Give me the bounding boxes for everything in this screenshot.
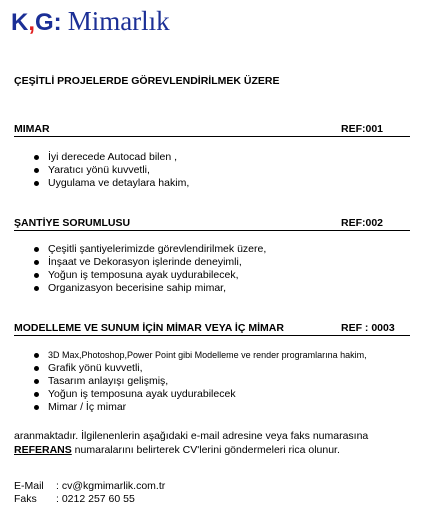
list-item: İnşaat ve Dekorasyon işlerinde deneyimli, bbox=[34, 256, 266, 269]
job-ref: REF : 0003 bbox=[341, 322, 395, 334]
fax-value: : 0212 257 60 55 bbox=[56, 493, 135, 505]
fax-label: Faks bbox=[14, 493, 37, 505]
list-item: Yaratıcı yönü kuvvetli, bbox=[34, 164, 189, 177]
job-header-santiye bbox=[14, 217, 410, 231]
closing-paragraph bbox=[14, 429, 368, 457]
company-logo bbox=[11, 6, 170, 36]
logo-initials: K,G: bbox=[11, 9, 62, 36]
job-title: MIMAR bbox=[14, 123, 50, 135]
job-title: ŞANTİYE SORUMLUSU bbox=[14, 217, 131, 229]
closing-line-2-text: numaralarını belirterek CV'lerini göndermeleri rica olunur. bbox=[71, 444, 340, 456]
list-item: Organizasyon becerisine sahip mimar, bbox=[34, 282, 266, 295]
closing-line-1: aranmaktadır. İlgilenenlerin aşağıdaki e-mail adresine veya faks numarasına bbox=[14, 430, 369, 442]
list-item: Yoğun iş temposuna ayak uydurabilecek, bbox=[34, 269, 266, 282]
email-value[interactable]: : cv@kgmimarlik.com.tr bbox=[56, 480, 166, 492]
list-item: Yoğun iş temposuna ayak uydurabilecek bbox=[34, 388, 367, 401]
list-item: 3D Max,Photoshop,Power Point gibi Modelleme ve render programlarına hakim, bbox=[34, 349, 367, 362]
list-item: Çeşitli şantiyelerimizde görevlendirilmek üzere, bbox=[34, 243, 266, 256]
job-requirements-mimar bbox=[34, 151, 189, 190]
job-header-modelleme bbox=[14, 322, 410, 336]
list-item: Tasarım anlayışı gelişmiş, bbox=[34, 375, 367, 388]
logo-company-name: Mimarlık bbox=[67, 6, 170, 36]
job-header-mimar bbox=[14, 123, 410, 137]
job-requirements-modelleme bbox=[34, 349, 367, 414]
list-item: Mimar / İç mimar bbox=[34, 401, 367, 414]
list-item: Uygulama ve detaylara hakim, bbox=[34, 177, 189, 190]
contact-info bbox=[14, 480, 165, 506]
fax-row bbox=[14, 493, 165, 506]
job-requirements-santiye bbox=[34, 243, 266, 295]
job-ref: REF:002 bbox=[341, 217, 384, 229]
list-item: İyi derecede Autocad bilen , bbox=[34, 151, 189, 164]
email-label: E-Mail bbox=[14, 480, 44, 492]
job-ref: REF:001 bbox=[341, 123, 384, 135]
referans-word: REFERANS bbox=[14, 444, 72, 456]
job-title: MODELLEME VE SUNUM İÇİN MİMAR VEYA İÇ MİMAR bbox=[14, 322, 284, 334]
email-row bbox=[14, 480, 165, 493]
closing-line-2 bbox=[14, 443, 368, 457]
page-headline: ÇEŞİTLİ PROJELERDE GÖREVLENDİRİLMEK ÜZERE bbox=[14, 75, 280, 87]
list-item: Grafik yönü kuvvetli, bbox=[34, 362, 367, 375]
